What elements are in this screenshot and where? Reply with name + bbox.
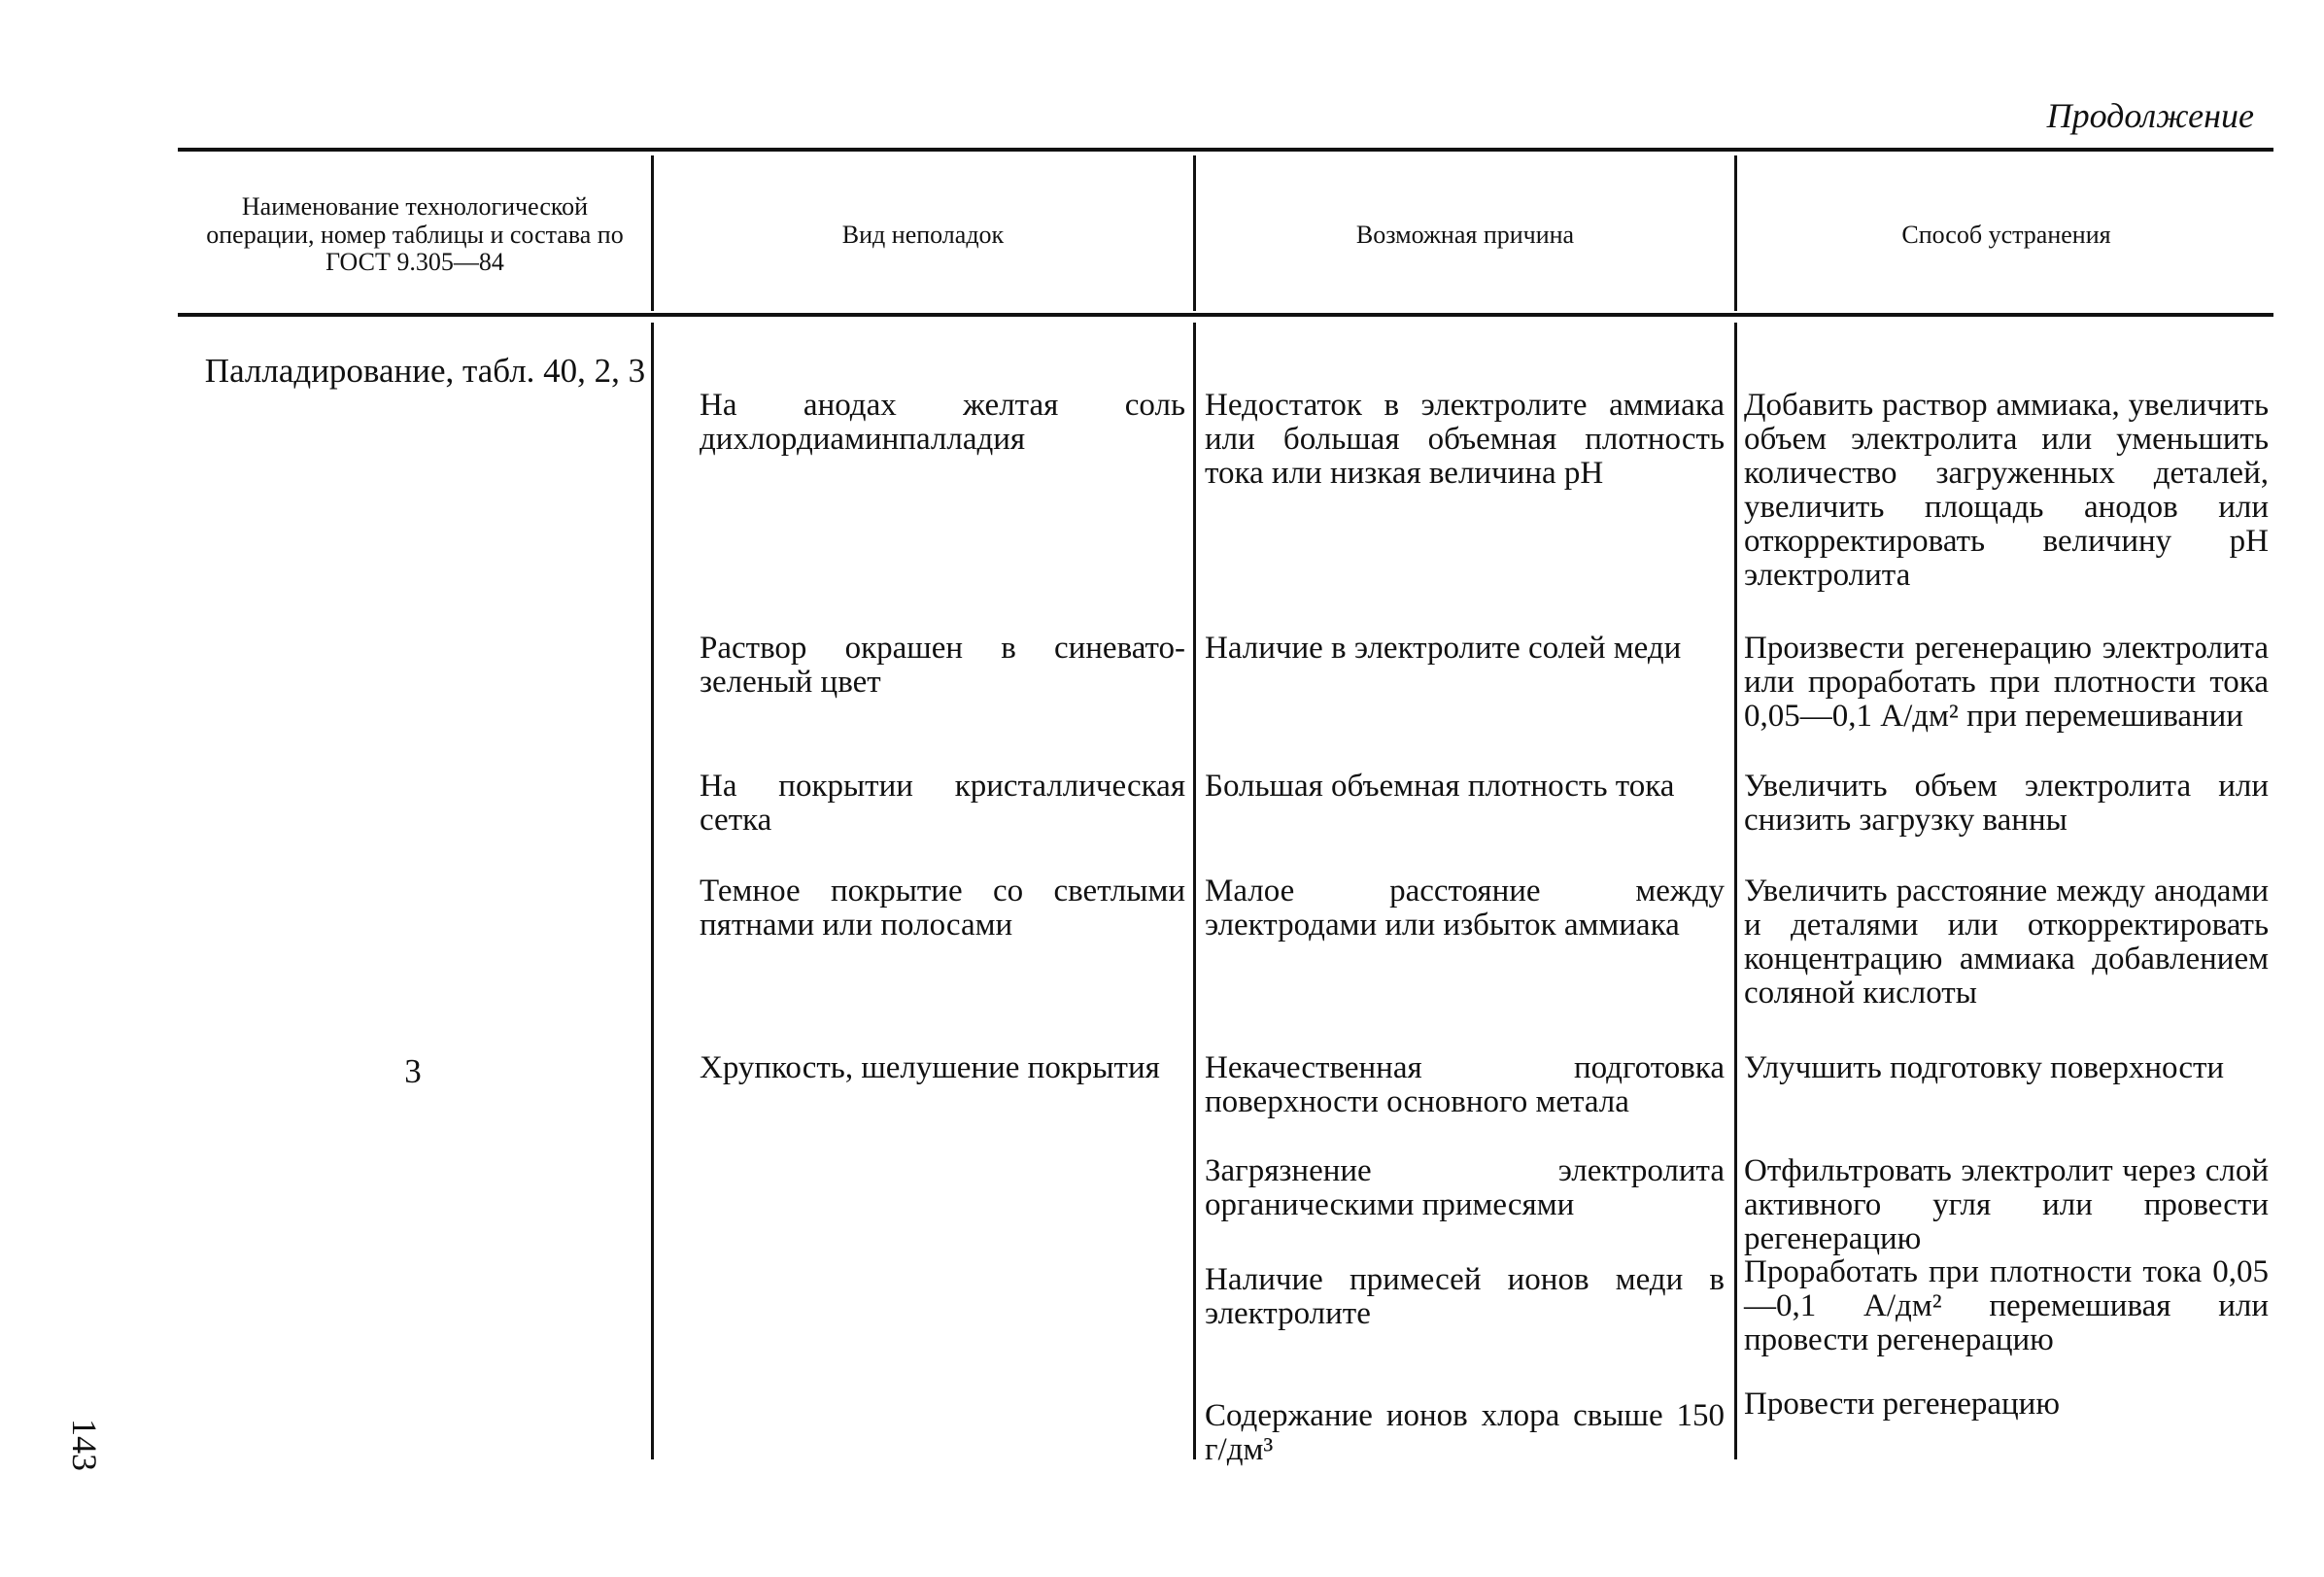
cause-cell: Содержание ионов хлора свыше 150 г/дм³ <box>1205 1398 1725 1467</box>
remedy-cell: Провести регенерацию <box>1744 1387 2060 1422</box>
defect-cell: Раствор окрашен в синевато-зеленый цвет <box>700 631 1185 700</box>
column-divider-1-body <box>651 323 654 1459</box>
column-divider-3-body <box>1734 323 1737 1459</box>
header-defect: Вид неполадок <box>841 220 1005 249</box>
operation-name: Палладирование, табл. 40, 2, 3 <box>204 352 646 390</box>
defect-cell: Хрупкость, шелушение покрытия <box>700 1050 1160 1085</box>
defect-cell: На покрытии кристаллическая сетка <box>700 769 1185 838</box>
cause-cell: Недостаток в электролите аммиака или большая объемная плотность тока или низкая величина рН <box>1205 388 1725 491</box>
header-remedy: Способ устранения <box>1901 220 2111 249</box>
remedy-cell: Проработать при плотности тока 0,05—0,1 А/дм² перемешивая или провести регенерацию <box>1744 1254 2269 1357</box>
remedy-cell: Увеличить расстояние между анодами и деталями или откорректировать концентрацию аммиака добавлением соляной кислоты <box>1744 874 2269 1011</box>
continued-label: Продолжение <box>2046 96 2254 135</box>
operation-table-number: 3 <box>404 1052 422 1090</box>
header-operation: Наименование технологической операции, номер таблицы и состава по ГОСТ 9.305—84 <box>206 192 624 277</box>
column-divider-2-body <box>1193 323 1196 1459</box>
header-bottom-rule <box>178 313 2273 317</box>
defect-cell: Темное покрытие со светлыми пятнами или полосами <box>700 874 1185 943</box>
cause-cell: Малое расстояние между электродами или избыток аммиака <box>1205 874 1725 943</box>
cause-cell: Некачественная подготовка поверхности основного метала <box>1205 1050 1725 1119</box>
header-cause: Возможная причина <box>1355 220 1575 249</box>
column-divider-1 <box>651 155 654 311</box>
remedy-cell: Произвести регенерацию электролита или проработать при плотности тока 0,05—0,1 А/дм² при перемешивании <box>1744 631 2269 734</box>
page-number: 143 <box>65 1419 104 1471</box>
remedy-cell: Добавить раствор аммиака, увеличить объем электролита или уменьшить количество загруженных деталей, увеличить площадь анодов или откорректировать величину рН электролита <box>1744 388 2269 593</box>
cause-cell: Наличие в электролите солей меди <box>1205 631 1682 666</box>
defect-cell: На анодах желтая соль дихлордиаминпалладия <box>700 388 1185 457</box>
column-divider-2 <box>1193 155 1196 311</box>
remedy-cell: Улучшить подготовку поверхности <box>1744 1050 2225 1085</box>
table-top-rule <box>178 148 2273 152</box>
column-divider-3 <box>1734 155 1737 311</box>
cause-cell: Наличие примесей ионов меди в электролите <box>1205 1262 1725 1331</box>
remedy-cell: Увеличить объем электролита или снизить загрузку ванны <box>1744 769 2269 838</box>
remedy-cell: Отфильтровать электролит через слой активного угля или провести регенерацию <box>1744 1153 2269 1256</box>
cause-cell: Большая объемная плотность тока <box>1205 769 1675 804</box>
cause-cell: Загрязнение электролита органическими примесями <box>1205 1153 1725 1222</box>
